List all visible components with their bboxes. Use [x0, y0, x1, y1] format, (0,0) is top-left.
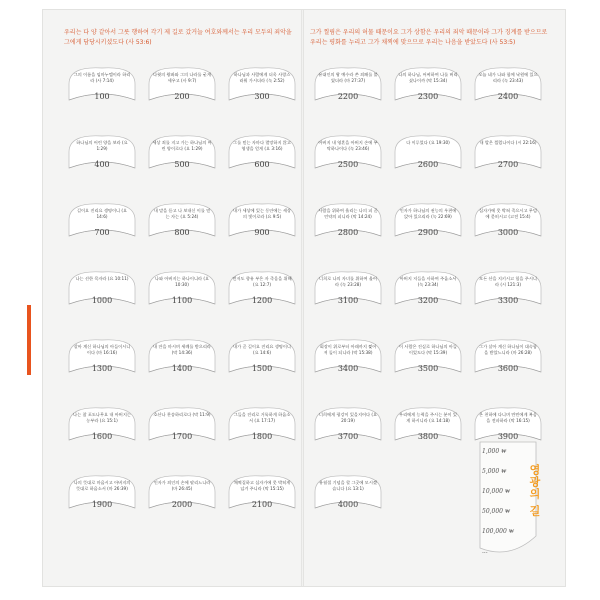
- coin-slot-verse: 모든 산을 지키시고 힘을 주시니라 (시 121:3): [479, 276, 537, 287]
- coin-slot-amount: 3500: [417, 364, 439, 373]
- coin-slot[interactable]: [224, 66, 300, 134]
- coin-slot-verse: 세상 죄를 지고 가는 하나님의 어린 양이로다 (요 1:29): [152, 140, 212, 151]
- coin-slot[interactable]: [224, 406, 300, 474]
- coin-slot-verse: 그의 이름을 임마누엘이라 하리라 (사 7:14): [73, 72, 131, 83]
- coin-slot-verse: 이 사람은 진실로 하나님의 아들이었도다 (막 15:39): [399, 344, 457, 355]
- coin-slot-verse: 살아 계신 하나님의 아들이시니이다 (마 16:16): [73, 344, 131, 355]
- coin-slot-amount: 700: [94, 228, 110, 237]
- page-fold: [301, 10, 304, 586]
- coin-slot-verse: 우리에게 능력을 주시는 분이 있게 하시니라 (요 14:18): [399, 412, 457, 423]
- coin-slot[interactable]: [390, 66, 466, 134]
- coin-slot[interactable]: [64, 134, 140, 202]
- coin-slot-verse: 회장이 위로부터 아래까지 찢어져 둘이 되니라 (막 15:38): [319, 344, 377, 355]
- coin-slot-amount: 200: [174, 92, 190, 101]
- left-page: [64, 28, 296, 542]
- coin-slot-amount: 2300: [417, 92, 439, 101]
- coin-slot-amount: 1100: [171, 296, 193, 305]
- milestone-list: [482, 448, 514, 568]
- coin-slot[interactable]: [390, 406, 466, 474]
- coin-slot-verse: 내 잔을 마시며 세례를 받으리라 (막 14:36): [153, 344, 211, 355]
- coin-slot-verse: 나는 선한 목자라 (요 10:11): [75, 276, 129, 281]
- coin-grid-left: [64, 66, 296, 542]
- coin-slot[interactable]: [64, 66, 140, 134]
- coin-slot-amount: 2400: [497, 92, 519, 101]
- coin-slot[interactable]: [144, 406, 220, 474]
- coin-slot-amount: 1600: [91, 432, 113, 441]
- coin-slot-verse: 사람을 위하여 율리는 나의 피 곧 언약의 피니라 (막 14:24): [318, 208, 378, 219]
- coin-slot-amount: 2000: [171, 500, 193, 509]
- coin-slot[interactable]: [390, 338, 466, 406]
- coin-slot-verse: 내가 곧 길이요 진리요 생명이니 (요 14:6): [233, 344, 291, 355]
- coin-slot-amount: 2200: [337, 92, 359, 101]
- coin-slot-verse: 길이요 진리요 생명이니 (요 14:6): [76, 208, 128, 219]
- coin-slot[interactable]: [144, 474, 220, 542]
- coin-slot-amount: 1500: [251, 364, 273, 373]
- coin-slot[interactable]: [310, 270, 386, 338]
- coin-slot-amount: 3600: [497, 364, 519, 373]
- coin-slot-amount: 1000: [91, 296, 113, 305]
- coin-slot[interactable]: [390, 270, 466, 338]
- tracker-title: 영광의 길: [528, 464, 541, 517]
- coin-slot-amount: 2500: [337, 160, 359, 169]
- coin-slot-verse: 나와 아버지는 하나이니라 (요 10:30): [154, 276, 210, 287]
- coin-slot-amount: 100: [94, 92, 110, 101]
- coin-slot-amount: 2100: [251, 500, 273, 509]
- coin-slot-verse: 인자가 죄인의 손에 팔리느니라 (마 26:45): [153, 480, 211, 491]
- coin-slot-verse: 먼저도 향유 부은 자 죽음을 위해 (요 12:7): [232, 276, 292, 287]
- coin-slot-verse: 온 천하에 다니며 만민에게 복음을 전파하라 (막 16:15): [479, 412, 537, 423]
- coin-slot-verse: 그를 믿는 자마다 멸망하지 않고 영생을 얻게 (요 3:16): [233, 140, 291, 151]
- verse-text-right: 그가 찔림은 우리의 허물 때문이요 그가 상함은 우리의 죄악 때문이라 그가 징계를 받으므로 우리는 평화를 누리고 그가 채찍에 맞으므로 우리는 나음을 받았도다 (사 53:5): [310, 29, 548, 46]
- coin-slot[interactable]: [470, 270, 546, 338]
- coin-slot-amount: 2800: [337, 228, 359, 237]
- coin-slot-amount: 3900: [497, 432, 519, 441]
- donation-tracker: [476, 440, 554, 558]
- coin-slot[interactable]: [144, 202, 220, 270]
- coin-slot-amount: 1200: [251, 296, 273, 305]
- milestone-1: 1,000 ₩: [482, 448, 507, 455]
- coin-slot[interactable]: [310, 66, 386, 134]
- coin-slot-verse: 나의 하나님, 어찌하여 나를 버리셨나이까 (막 15:34): [398, 72, 458, 83]
- coin-slot-amount: 1800: [251, 432, 273, 441]
- coin-slot[interactable]: [144, 338, 220, 406]
- coin-slot-amount: 600: [254, 160, 270, 169]
- coin-slot-amount: 2700: [497, 160, 519, 169]
- coin-slot[interactable]: [390, 202, 466, 270]
- coin-slot[interactable]: [390, 134, 466, 202]
- coin-slot-verse: 다 이루었다 (요 19:30): [406, 140, 450, 145]
- coin-slot[interactable]: [224, 338, 300, 406]
- coin-slot-amount: 2900: [417, 228, 439, 237]
- coin-slot[interactable]: [224, 474, 300, 542]
- coin-slot[interactable]: [310, 338, 386, 406]
- coin-slot-amount: 3700: [337, 432, 359, 441]
- coin-slot[interactable]: [310, 202, 386, 270]
- coin-slot-verse: 유월절 기념을 할 그곳에 모시겠습니다 (요 13:1): [319, 480, 377, 491]
- coin-slot-verse: 아버지 내 영혼을 아버지 손에 부탁하나이다 (눅 23:46): [318, 140, 378, 151]
- coin-slot[interactable]: [470, 134, 546, 202]
- coin-slot-verse: 내가 세상에 있는 동안에는 세상의 빛이로라 (요 9:5): [233, 208, 291, 219]
- coin-slot[interactable]: [144, 66, 220, 134]
- coin-slot-verse: 너희에게 평강이 있을지어다 (요 20:19): [318, 412, 378, 423]
- coin-slot[interactable]: [64, 474, 140, 542]
- accent-bar: [27, 305, 31, 375]
- coin-slot-verse: 호산나 찬송하리로다 (막 11:9): [153, 412, 211, 417]
- coin-slot-amount: 1300: [91, 364, 113, 373]
- coin-slot-verse: 그가 살아 계신 하나님이 대속함을 받았느니라 (마 26:28): [479, 344, 537, 355]
- coin-slot-verse: 인자가 하나님의 권능의 우편에 앉아 있으리라 (눅 22:69): [399, 208, 457, 219]
- coin-slot-amount: 900: [254, 228, 270, 237]
- coin-slot-verse: 나의 뜻대로 마옵시고 아버지의 뜻대로 하옵소서 (마 26:39): [73, 480, 131, 491]
- coin-slot-verse: 하나님의 어린 양을 보라 (요 1:29): [76, 140, 128, 151]
- coin-slot-amount: 3100: [337, 296, 359, 305]
- coin-slot-amount: 2600: [417, 160, 439, 169]
- milestone-3: 10,000 ₩: [482, 488, 510, 495]
- coin-slot-amount: 3400: [337, 364, 359, 373]
- coin-slot-amount: 500: [174, 160, 190, 169]
- milestone-5: 100,000 ₩: [482, 528, 514, 535]
- coin-slot-amount: 3000: [497, 228, 519, 237]
- milestone-4: 50,000 ₩: [482, 508, 510, 515]
- coin-slot-verse: 유대인의 왕 예수라 쓴 죄패를 붙였더라 (마 27:37): [318, 72, 378, 83]
- coin-slot[interactable]: [64, 202, 140, 270]
- coin-slot-verse: 아버지 저들을 사하여 주옵소서 (눅 23:34): [399, 276, 457, 287]
- coin-slot[interactable]: [144, 134, 220, 202]
- coin-slot-amount: 1400: [171, 364, 193, 373]
- milestone-more: ...: [482, 548, 488, 555]
- coin-slot-amount: 4000: [337, 500, 359, 509]
- coin-slot-amount: 3200: [417, 296, 439, 305]
- coin-slot[interactable]: [64, 338, 140, 406]
- coin-slot-verse: 오늘 네가 나와 함께 낙원에 있으리라 (눅 23:43): [478, 72, 538, 83]
- coin-slot-verse: 하나님과 사람에게 더욱 사랑스러워 가시더라 (눅 2:52): [233, 72, 291, 83]
- coin-slot-verse: 나는 참 포도나무요 내 아버지는 농부라 (요 15:1): [73, 412, 131, 423]
- coin-slot[interactable]: [224, 202, 300, 270]
- coin-slot-verse: 내 말을 듣고 나 보내신 이를 믿는 자는 (요 5:24): [153, 208, 211, 219]
- coin-slot[interactable]: [224, 134, 300, 202]
- coin-slot[interactable]: [310, 474, 386, 542]
- coin-slot-verse: 그들을 진리로 거룩하게 하옵소서 (요 17:17): [233, 412, 291, 423]
- coin-slot[interactable]: [64, 270, 140, 338]
- coin-slot-verse: 내 발은 찔렀나이다 (시 22:16): [479, 140, 537, 145]
- coin-slot-verse: 다윗의 왕좌와 그의 나라를 굳게 세우고 (사 9:7): [153, 72, 211, 83]
- verse-text-left: 우리는 다 양 같아서 그릇 행하여 각기 제 길로 갔거늘 여호와께서는 우리 모두의 죄악을 그에게 담당시키셨도다 (사 53:6): [64, 29, 292, 46]
- milestone-2: 5,000 ₩: [482, 468, 507, 475]
- coin-slot[interactable]: [470, 66, 546, 134]
- coin-slot[interactable]: [224, 270, 300, 338]
- coin-slot-amount: 400: [94, 160, 110, 169]
- coin-slot-amount: 1700: [171, 432, 193, 441]
- coin-slot[interactable]: [144, 270, 220, 338]
- coin-slot-verse: 너희로 나의 자녀를 위하여 울어라 (눅 23:28): [319, 276, 377, 287]
- coin-slot-amount: 3800: [417, 432, 439, 441]
- coin-slot-verse: 채찍질하고 십자가에 못 박히게 넘겨 주니라 (막 15:15): [233, 480, 291, 491]
- coin-slot[interactable]: [470, 338, 546, 406]
- coin-slot[interactable]: [310, 406, 386, 474]
- coin-slot[interactable]: [470, 202, 546, 270]
- coin-slot-amount: 300: [254, 92, 270, 101]
- coin-slot-amount: 800: [174, 228, 190, 237]
- coin-slot-amount: 3300: [497, 296, 519, 305]
- coin-slot-verse: 십자가에 못 박혀 죽으시고 무덤에 묻히시고 (고전 15:4): [479, 208, 537, 219]
- coin-slot-amount: 1900: [91, 500, 113, 509]
- coin-slot[interactable]: [64, 406, 140, 474]
- coin-slot[interactable]: [310, 134, 386, 202]
